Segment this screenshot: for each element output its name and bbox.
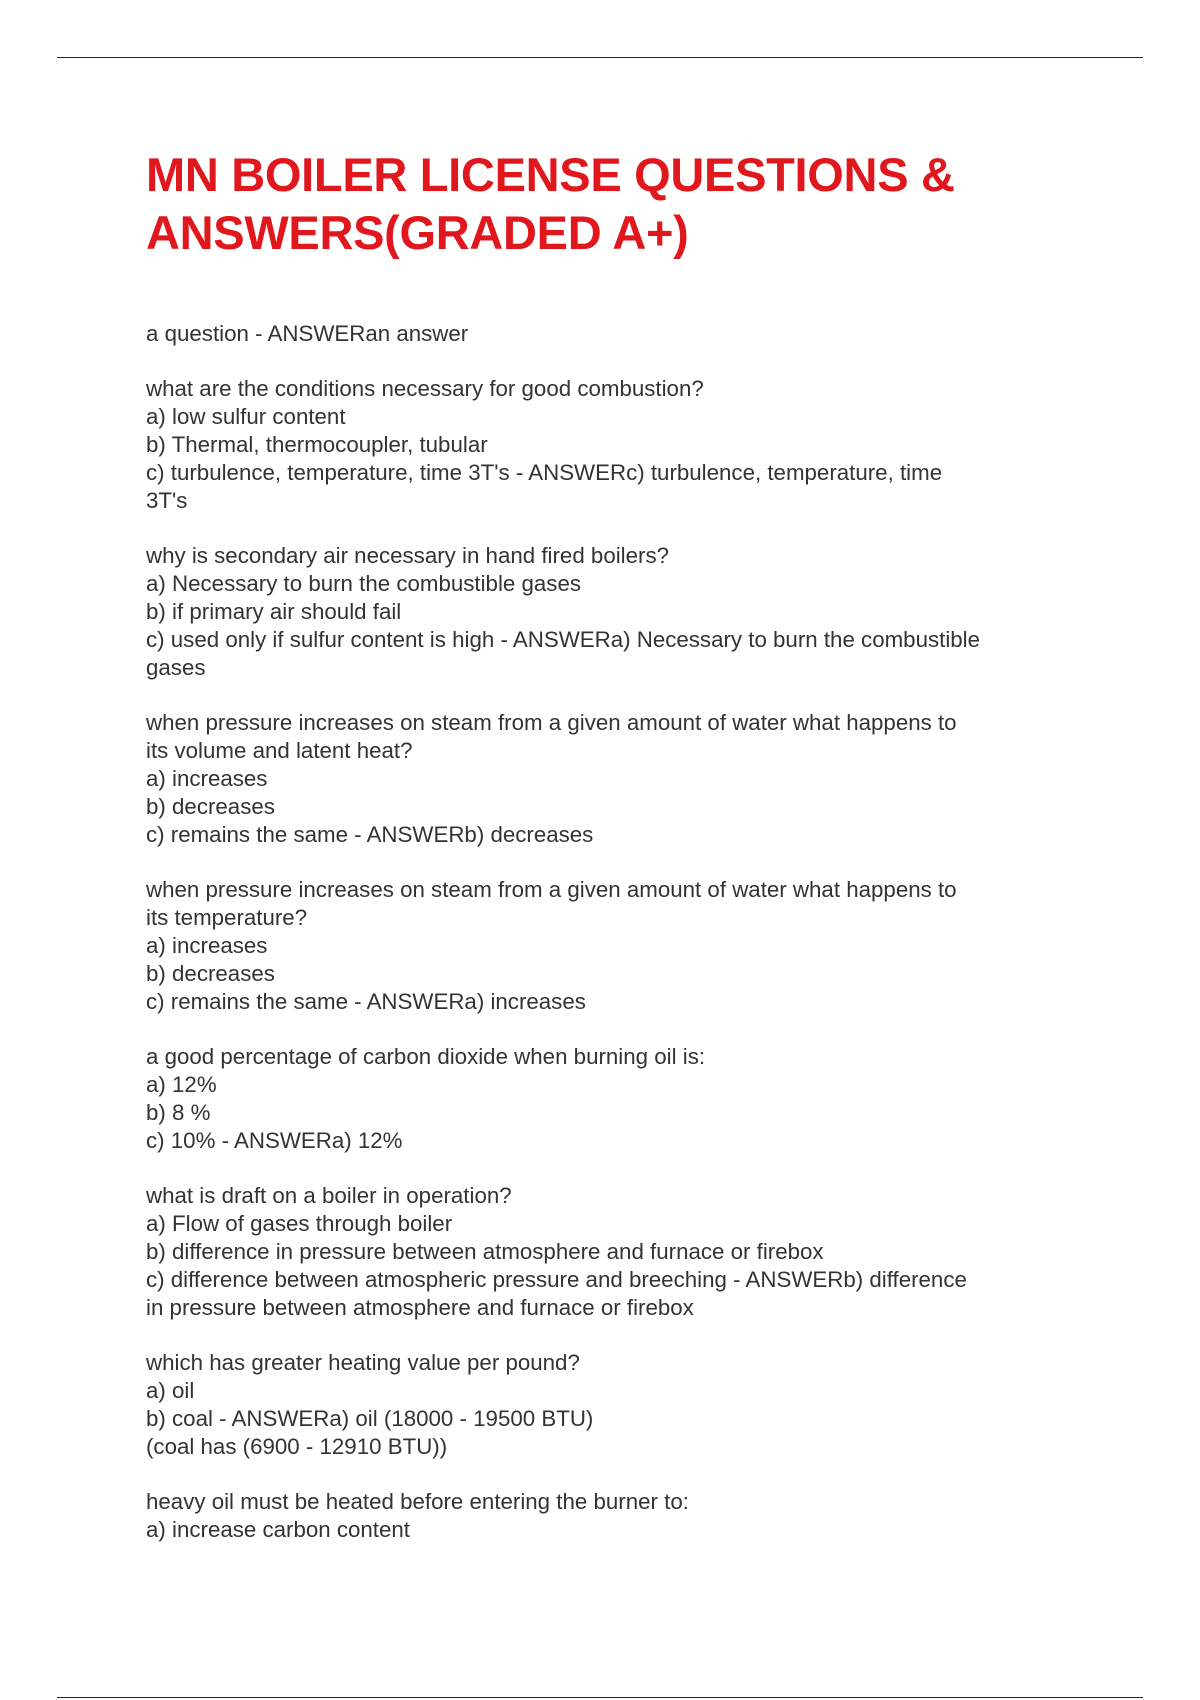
question-list — [146, 320, 1066, 1544]
option-a: a) Necessary to burn the combustible gases — [146, 571, 582, 596]
option-b-answer: b) coal - ANSWERa) oil (18000 - 19500 BTU) — [146, 1406, 594, 1431]
option-c-answer: c) 10% - ANSWERa) 12% — [146, 1128, 403, 1153]
answer-continuation: in pressure between atmosphere and furnace or firebox — [146, 1295, 694, 1320]
question-block — [146, 1182, 1066, 1322]
option-b: b) if primary air should fail — [146, 599, 402, 624]
option-c-answer: c) used only if sulfur content is high - ANSWERa) Necessary to burn the combustible — [146, 627, 981, 652]
question-block — [146, 1043, 1066, 1155]
question-text: heavy oil must be heated before entering the burner to: — [146, 1489, 689, 1514]
top-rule — [57, 57, 1143, 58]
answer-continuation: gases — [146, 655, 206, 680]
question-block — [146, 542, 1066, 682]
option-b: b) decreases — [146, 961, 275, 986]
question-block — [146, 320, 1066, 348]
question-block — [146, 876, 1066, 1016]
question-text: what are the conditions necessary for good combustion? — [146, 376, 704, 401]
option-a: a) oil — [146, 1378, 195, 1403]
option-a: a) Flow of gases through boiler — [146, 1211, 453, 1236]
answer-continuation: (coal has (6900 - 12910 BTU)) — [146, 1434, 448, 1459]
option-c-answer: c) difference between atmospheric pressure and breeching - ANSWERb) difference — [146, 1267, 967, 1292]
option-a: a) 12% — [146, 1072, 217, 1097]
option-a: a) increase carbon content — [146, 1517, 411, 1542]
question-text: why is secondary air necessary in hand fired boilers? — [146, 543, 669, 568]
title-line: MN BOILER LICENSE QUESTIONS & — [146, 148, 955, 201]
option-a: a) increases — [146, 766, 268, 791]
question-block — [146, 709, 1066, 849]
option-b: b) Thermal, thermocoupler, tubular — [146, 432, 488, 457]
option-c-answer: c) remains the same - ANSWERb) decreases — [146, 822, 594, 847]
question-text: when pressure increases on steam from a given amount of water what happens to — [146, 877, 957, 902]
text-line: a question - ANSWERan answer — [146, 321, 469, 346]
option-c-answer: c) turbulence, temperature, time 3T's - ANSWERc) turbulence, temperature, time — [146, 460, 943, 485]
document-title — [146, 146, 1066, 262]
question-block — [146, 1349, 1066, 1461]
question-text: which has greater heating value per pound? — [146, 1350, 580, 1375]
option-a: a) low sulfur content — [146, 404, 346, 429]
option-c-answer: c) remains the same - ANSWERa) increases — [146, 989, 586, 1014]
question-text-continuation: its temperature? — [146, 905, 308, 930]
question-text-continuation: its volume and latent heat? — [146, 738, 413, 763]
title-line: ANSWERS(GRADED A+) — [146, 206, 689, 259]
option-b: b) 8 % — [146, 1100, 211, 1125]
bottom-rule — [57, 1697, 1143, 1698]
question-block — [146, 375, 1066, 515]
option-b: b) difference in pressure between atmosphere and furnace or firebox — [146, 1239, 824, 1264]
question-block — [146, 1488, 1066, 1544]
answer-continuation: 3T's — [146, 488, 188, 513]
question-text: a good percentage of carbon dioxide when burning oil is: — [146, 1044, 706, 1069]
question-text: what is draft on a boiler in operation? — [146, 1183, 512, 1208]
document-content — [146, 146, 1066, 1571]
question-text: when pressure increases on steam from a given amount of water what happens to — [146, 710, 957, 735]
option-a: a) increases — [146, 933, 268, 958]
option-b: b) decreases — [146, 794, 275, 819]
